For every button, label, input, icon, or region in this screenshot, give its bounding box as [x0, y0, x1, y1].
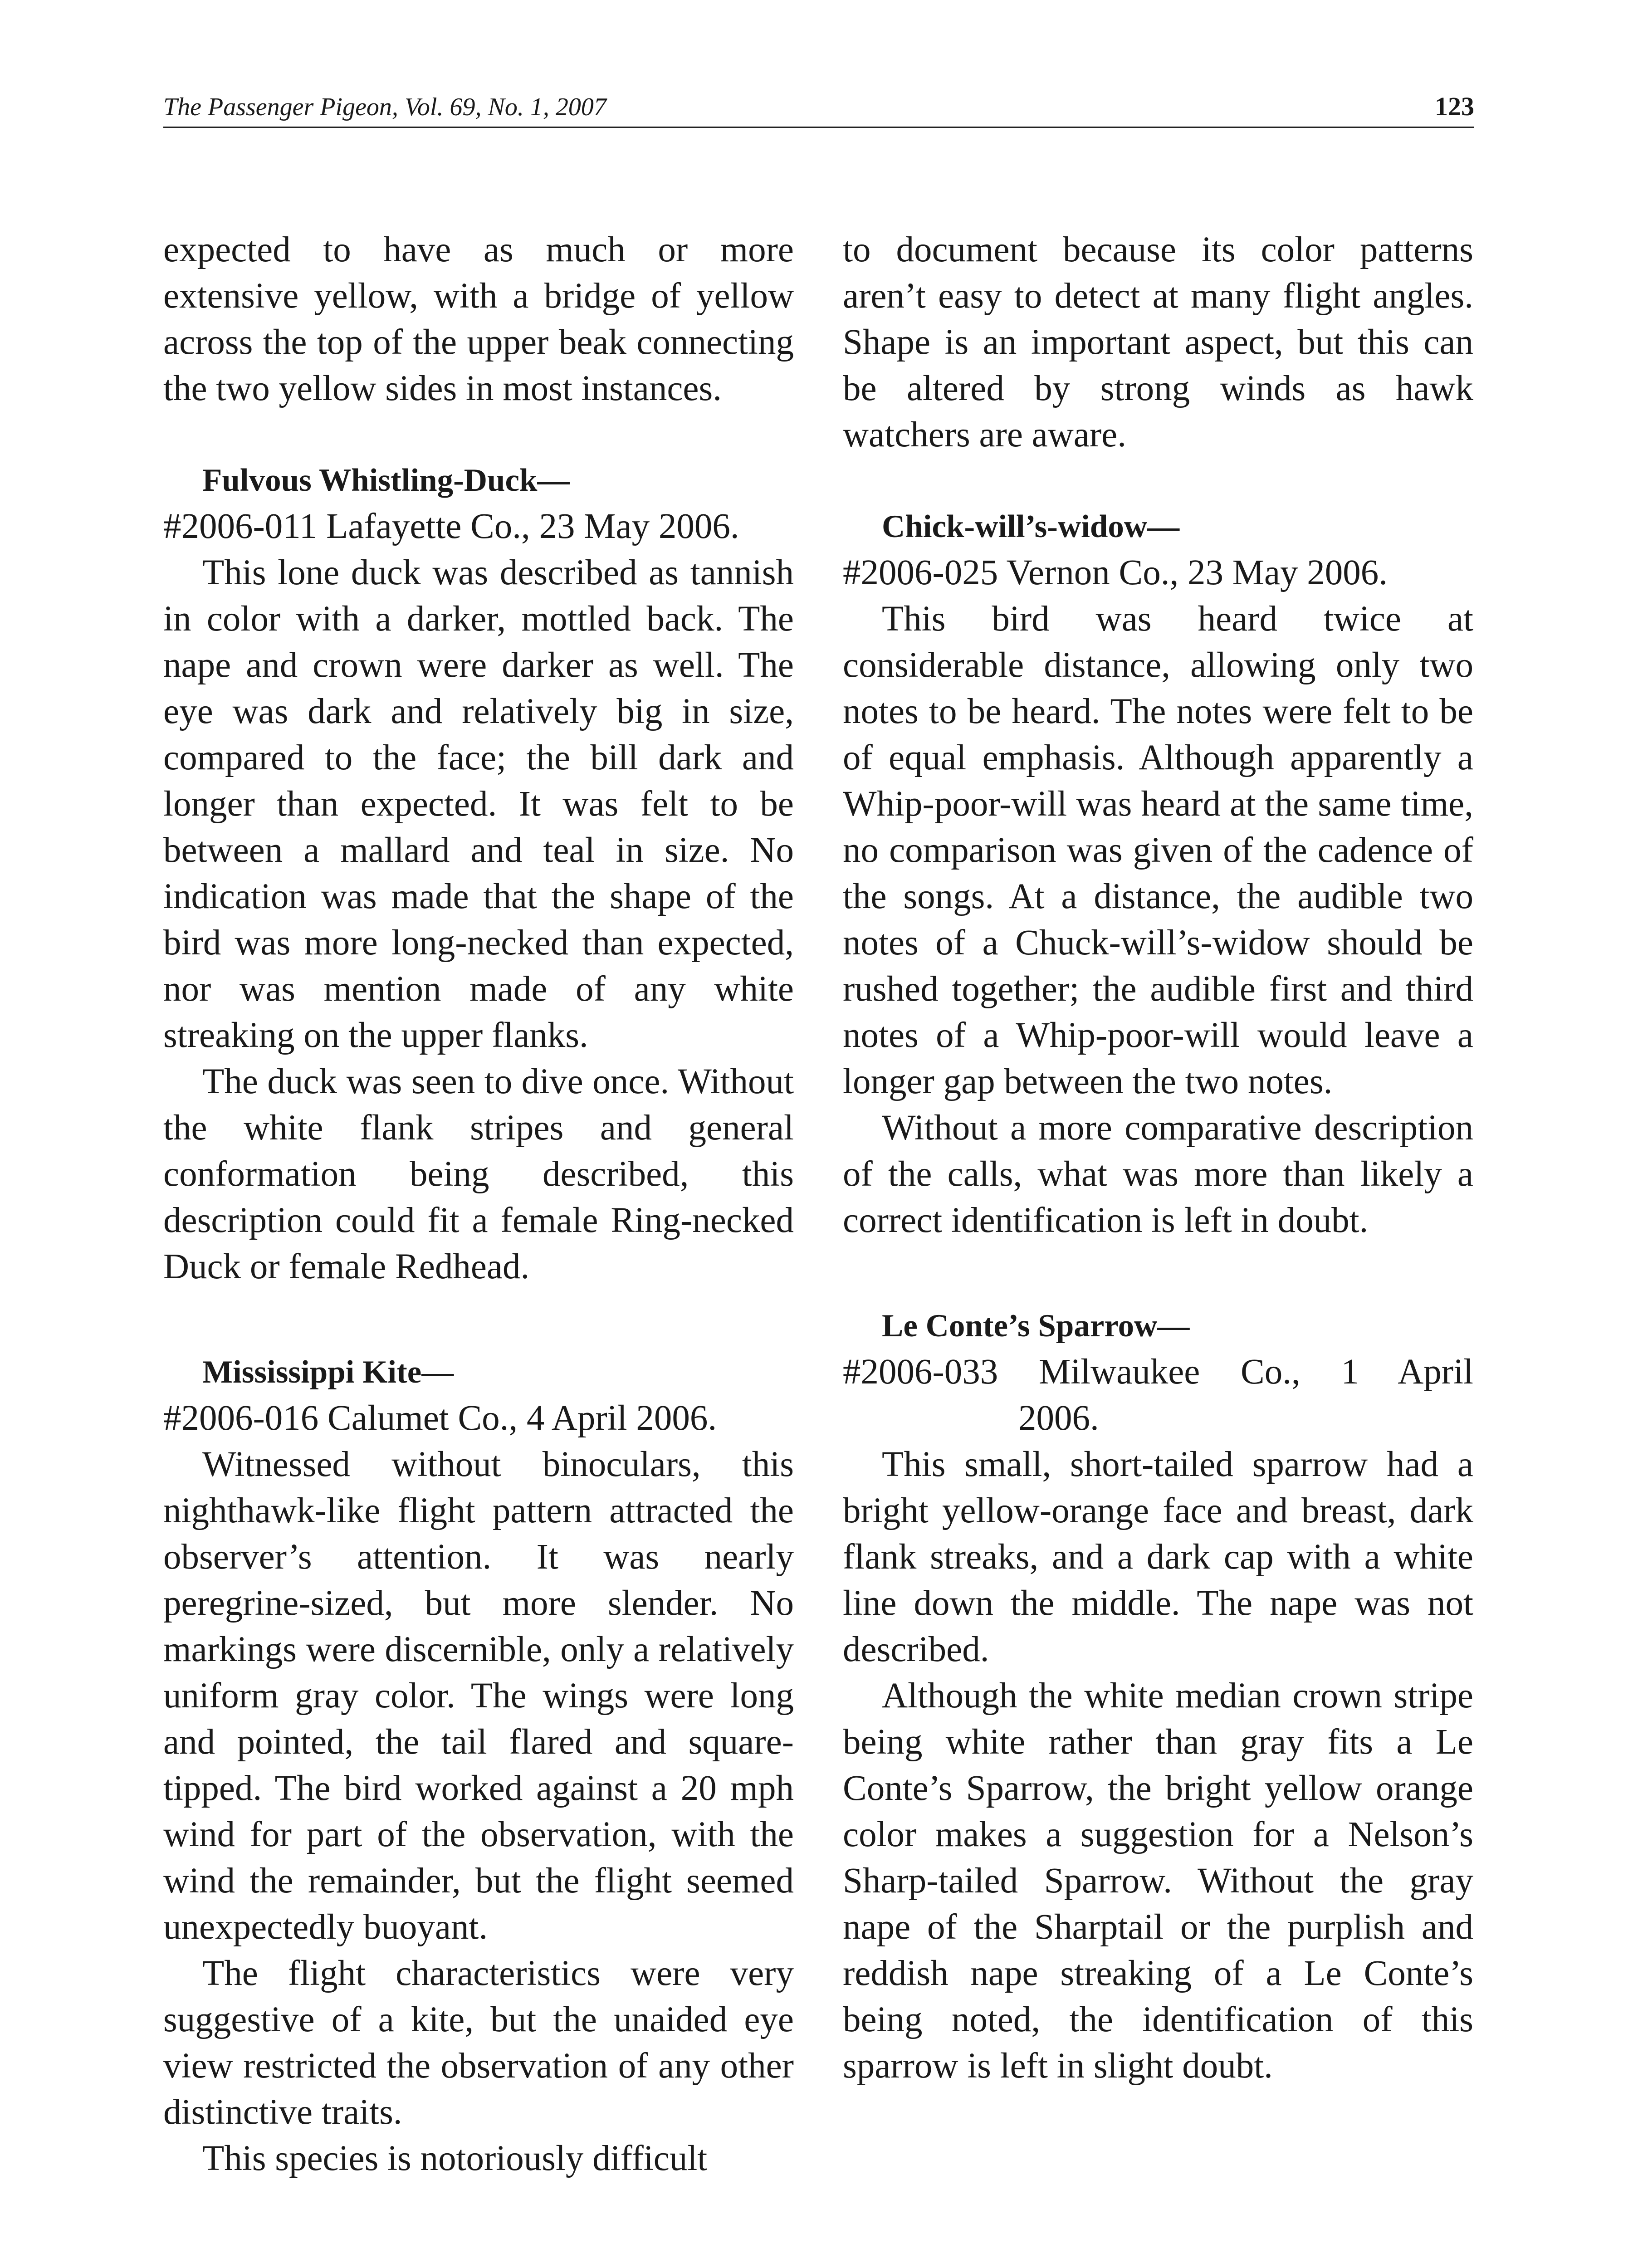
continued-paragraph: expected to have as much or more extensive yellow, with a bridge of yellow across the top of the upper beak connecting the two yellow sides in most instances.	[163, 230, 794, 408]
body-paragraph: The flight characteristics were very suggestive of a kite, but the unaided eye view restricted the observation of any other distinctive traits.	[163, 1954, 794, 2132]
species-heading: Mississippi Kite—	[202, 1354, 454, 1390]
running-title: The Passenger Pigeon, Vol. 69, No. 1, 2007	[163, 93, 606, 121]
body-paragraph: Although the white median crown stripe being white rather than gray fits a Le Conte’s Sparrow, the bright yellow orange color makes a suggestion for a Nelson’s Sharp-tailed Sparrow. Without the gray nape of the Sharptail or the purplish and reddish nape streaking of a Le Conte’s being noted, the identification of this sparrow is left in slight doubt.	[843, 1676, 1473, 2086]
body-paragraph: Witnessed without binoculars, this nighthawk-like flight pattern attracted the observer’s attention. It was nearly peregrine-sized, but more slender. No markings were discernible, only a relatively uniform gray color. The wings were long and pointed, the tail flared and square-tipped. The bird worked against a 20 mph wind for part of the observation, with the wind the remainder, but the flight seemed unexpectedly buoyant.	[163, 1445, 794, 1947]
record-line-1: #2006-033 Milwaukee Co., 1 April	[843, 1352, 1473, 1392]
page-number: 123	[1435, 92, 1474, 121]
record-line: #2006-011 Lafayette Co., 23 May 2006.	[163, 507, 739, 546]
right-column	[843, 227, 1473, 2089]
record-line: #2006-016 Calumet Co., 4 April 2006.	[163, 1398, 717, 1438]
body-paragraph: This species is notoriously difficult	[202, 2139, 708, 2178]
page-header	[163, 87, 1474, 128]
species-heading: Chick-will’s-widow—	[882, 509, 1180, 544]
record-line	[843, 1349, 1473, 1442]
species-heading: Le Conte’s Sparrow—	[882, 1308, 1190, 1344]
body-paragraph: This bird was heard twice at considerable distance, allowing only two notes to be heard. The notes were felt to be of equal emphasis. Although apparently a Whip-poor-will was heard at the same time, no comparison was given of the cadence of the songs. At a distance, the audible two notes of a Chuck-will’s-widow should be rushed together; the audible first and third notes of a Whip-poor-will would leave a longer gap between the two notes.	[843, 599, 1473, 1101]
continued-paragraph: to document because its color patterns aren’t easy to detect at many flight angles. Shape is an important aspect, but this can be altered by strong winds as hawk watchers are aware.	[843, 230, 1473, 455]
left-column	[163, 227, 794, 2182]
species-heading: Fulvous Whistling-Duck—	[202, 463, 570, 498]
record-line-2: 2006.	[1018, 1398, 1099, 1438]
body-paragraph: Without a more comparative description of the calls, what was more than likely a correct identification is left in doubt.	[843, 1108, 1473, 1240]
body-paragraph: This small, short-tailed sparrow had a bright yellow-orange face and breast, dark flank streaks, and a dark cap with a white line down the middle. The nape was not described.	[843, 1445, 1473, 1669]
body-paragraph: The duck was seen to dive once. Without the white flank stripes and general conformation being described, this description could fit a female Ring-necked Duck or female Redhead.	[163, 1062, 794, 1286]
body-paragraph: This lone duck was described as tannish in color with a darker, mottled back. The nape and crown were darker as well. The eye was dark and relatively big in size, compared to the face; the bill dark and longer than expected. It was felt to be between a mallard and teal in size. No indication was made that the shape of the bird was more long-necked than expected, nor was mention made of any white streaking on the upper flanks.	[163, 553, 794, 1055]
header-rule	[163, 127, 1474, 128]
record-line: #2006-025 Vernon Co., 23 May 2006.	[843, 553, 1388, 592]
